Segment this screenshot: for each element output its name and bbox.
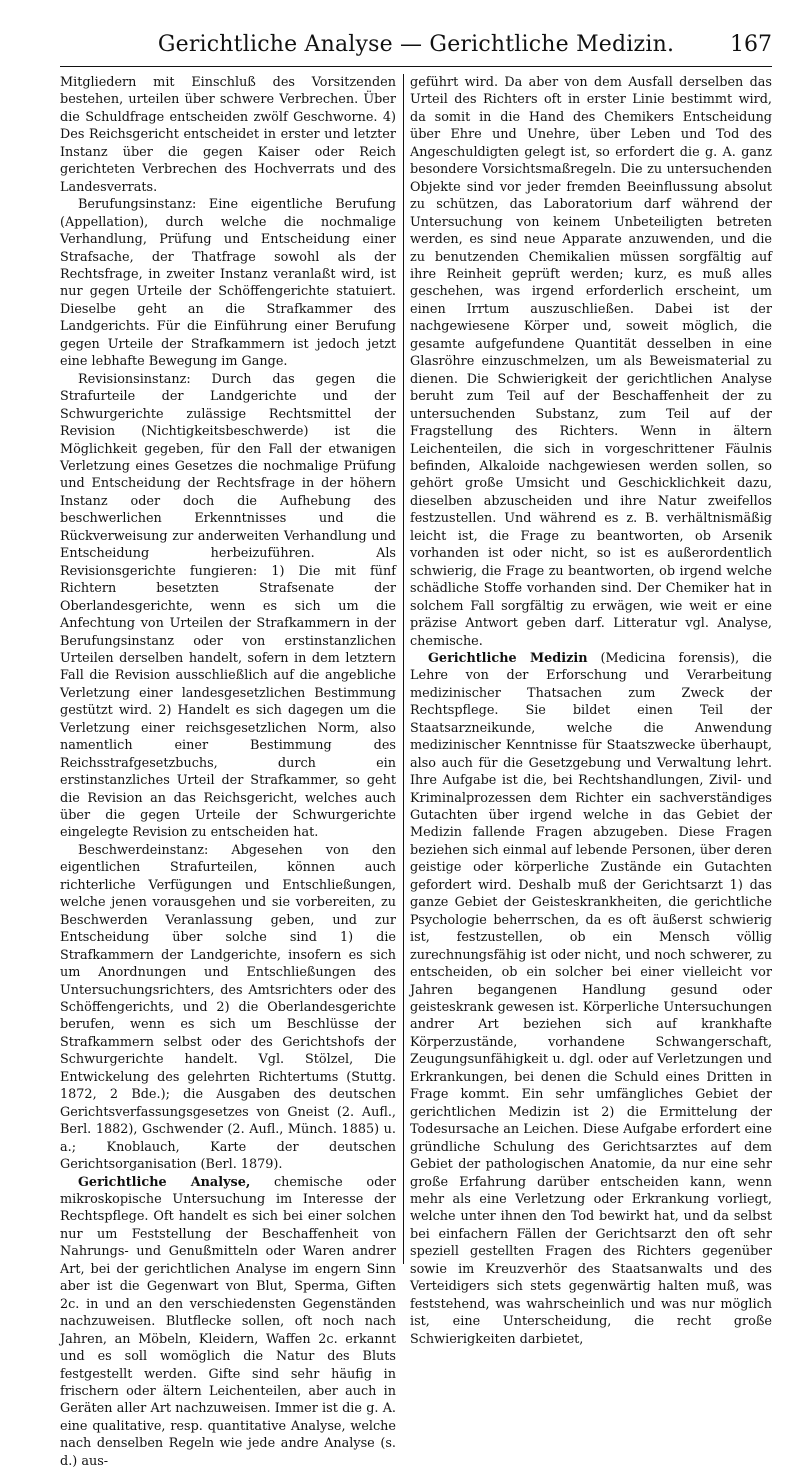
running-title: Gerichtliche Analyse — Gerichtliche Medizin. [157,32,675,57]
entry-body: chemische oder mikroskopische Untersuchung im Interesse der Rechtspflege. Oft handelt es sich bei einer solchen nur um Feststellung der Beschaffenheit von Nahrungs- und Genußmitteln oder Waren andrer Art, bei der gerichtlichen Analyse im engern Sinn aber ist die Gegenwart von Blut, Sperma, Giften 2c. in und an den verschiedensten Gegenständen nachzuweisen. Blutflecke sollen, oft noch nach Jahren, an Möbeln, Kleidern, Waffen 2c. erkannt und es soll womöglich die Natur des Bluts festgestellt werden. Gifte sind sehr häufig in frischern oder ältern Leichenteilen, aber auch in Geräten aller Art nachzuweisen. Immer ist die g. A. eine qualitative, resp. quantitative Analyse, welche nach denselben Regeln wie jede andre Analyse (s. d.) aus- [60,1174,396,1469]
paragraph-continued: Mitgliedern mit Einschluß des Vorsitzenden bestehen, urteilen über schwere Verbrechen. Über die Schuldfrage entscheiden zwölf Geschworne. 4) Des Reichsgericht entscheidet in erster und letzter Instanz über die gegen Kaiser oder Reich gerichteten Verbrechen des Hochverrats und des Landesverrats. [60,75,396,195]
paragraph-berufungsinstanz: Berufungsinstanz: Eine eigentliche Berufung (Appellation), durch welche die nochmalige Verhandlung, Prüfung und Entscheidung einer Strafsache, der Thatfrage sowohl als der Rechtsfrage, in zweiter Instanz veranlaßt wird, ist nur gegen Urteile der Schöffengerichte statuiert. Dieselbe geht an die Strafkammer des Landgerichts. Für die Einführung einer Berufung gegen Urteile der Strafkammern ist jedoch jetzt eine lebhafte Bewegung im Gange. [60,197,396,370]
paragraph-revisionsinstanz: Revisionsinstanz: Durch das gegen die Strafurteile der Landgerichte und der Schwurgerichte zulässige Rechtsmittel der Revision (Nichtigkeitsbeschwerde) ist die Möglichkeit gegeben, für den Fall der etwanigen Verletzung eines Gesetzes die nochmalige Prüfung und Entscheidung der Rechtsfrage in der höhern Instanz oder doch die Aufhebung des beschwerlichen Erkenntnisses und die Rückverweisung zur anderweiten Verhandlung und Entscheidung herbeizuführen. Als Revisionsgerichte fungieren: 1) Die mit fünf Richtern besetzten Strafsenate der Oberlandesgerichte, wenn es sich um die Anfechtung von Urteilen der Strafkammern in der Berufungsinstanz oder von erstinstanzlichen Urteilen derselben handelt, sofern in dem letztern Fall die Revision ausschließlich auf die angebliche Verletzung einer landesgesetzlichen Bestimmung gestützt wird. 2) Handelt es sich dagegen um die Verletzung einer reichsgesetzlichen Norm, also namentlich einer Bestimmung des Reichsstrafgesetzbuchs, durch ein erstinstanzliches Urteil der Strafkammer, so geht die Revision an das Reichsgericht, welches auch über die gegen Urteile der Schwurgerichte eingelegte Revision zu entscheiden hat. [60,371,396,841]
entry-gerichtliche-analyse [60,1174,396,1470]
entry-headword: Gerichtliche Medizin [428,650,588,666]
entry-headword: Gerichtliche Analyse, [78,1174,251,1190]
paragraph-continued: geführt wird. Da aber von dem Ausfall derselben das Urteil des Richters oft in erster Linie bestimmt wird, da somit in die Hand des Chemikers Entscheidung über Ehre und Unehre, über Leben und Tod des Angeschuldigten gelegt ist, so erfordert die g. A. ganz besondere Vorsichtsmaßregeln. Die zu untersuchenden Objekte sind vor jeder fremden Beeinflussung absolut zu schützen, das Laboratorium darf während der Untersuchung von keinem Unbeteiligten betreten werden, es sind neue Apparate anzuwenden, und die zu benutzenden Chemikalien müssen sorgfältig auf ihre Reinheit geprüft werden; kurz, es muß alles geschehen, was irgend erforderlich erscheint, um einen Irrtum auszuschließen. Dabei ist der nachgewiesene Körper und, soweit möglich, die gesamte aufgefundene Quantität desselben in eine Glasröhre einzuschmelzen, um als Beweismaterial zu dienen. Die Schwierigkeit der gerichtlichen Analyse beruht zum Teil auf der Beschaffenheit der zu untersuchenden Substanz, zum Teil auf der Fragstellung des Richters. Wenn in ältern Leichenteilen, die sich in vorgeschrittener Fäulnis befinden, Alkaloide nachgewiesen werden sollen, so gehört große Umsicht und Geschicklichkeit dazu, dieselben abzuscheiden und ihre Natur zweifellos festzustellen. Und während es z. B. verhältnismäßig leicht ist, die Frage zu beantworten, ob Arsenik vorhanden ist oder nicht, so ist es außerordentlich schwierig, die Frage zu beantworten, ob irgend welche schädliche Stoffe vorhanden sind. Der Chemiker hat in solchem Fall sorgfältig zu erwägen, wie weit er eine präzise Antwort geben darf. Litteratur vgl. Analyse, chemische. [410,75,772,649]
entry-body: (Medicina forensis), die Lehre von der Erforschung und Verarbeitung medizinischer Thatsachen zum Zweck der Rechtspflege. Sie bildet einen Teil der Staatsarzneikunde, welche die Anwendung medizinischer Kenntnisse für Staatszwecke überhaupt, also auch für die Gesetzgebung und Verwaltung lehrt. Ihre Aufgabe ist die, bei Rechtshandlungen, Zivil- und Kriminalprozessen dem Richter ein sachverständiges Gutachten über irgend welche in das Gebiet der Medizin fallende Fragen abzugeben. Diese Fragen beziehen sich einmal auf lebende Personen, über deren geistige oder körperliche Zustände ein Gutachten gefordert wird. Deshalb muß der Gerichtsarzt 1) das ganze Gebiet der Geisteskrankheiten, die gerichtliche Psychologie beherrschen, da es oft äußerst schwierig ist, festzustellen, ob ein Mensch völlig zurechnungsfähig ist oder nicht, und noch schwerer, zu entscheiden, ob ein solcher bei einer vielleicht vor Jahren begangenen Handlung gesund oder geisteskrank gewesen ist. Körperliche Untersuchungen andrer Art beziehen sich auf krankhafte Körperzustände, vorhandene Schwangerschaft, Zeugungsunfähigkeit u. dgl. oder auf Verletzungen und Erkrankungen, bei denen die Schuld eines Dritten in Frage kommt. Ein sehr umfängliches Gebiet der gerichtlichen Medizin ist 2) die Ermittelung der Todesursache an Leichen. Diese Aufgabe erfordert eine gründliche Schulung des Gerichtsarztes auf dem Gebiet der pathologischen Anatomie, da nur eine sehr große Erfahrung darüber entscheiden kann, wenn mehr als eine Verletzung oder Erkrankung vorliegt, welche unter ihnen den Tod bewirkt hat, und da selbst bei einfachern Fällen der Gerichtsarzt den oft sehr speziell gestellten Fragen des Richters gegenüber sowie im Kreuzverhör des Staatsanwalts und des Verteidigers sich stets gegenwärtig halten muß, was feststehend, was wahrscheinlich und was nur möglich ist, eine Unterscheidung, die recht große Schwierigkeiten darbietet, [410,650,772,1347]
right-column [410,74,772,1347]
column-divider [403,74,404,1264]
entry-gerichtliche-medizin [410,650,772,1348]
page-number: 167 [730,32,772,57]
running-header [60,30,772,67]
left-column [60,74,396,1469]
paragraph-beschwerdeinstanz: Beschwerdeinstanz: Abgesehen von den eigentlichen Strafurteilen, können auch richterliche Verfügungen und Entschließungen, welche jenen vorausgehen und sie vorbereiten, zu Beschwerden Veranlassung geben, und zur Entscheidung über solche sind 1) die Strafkammern der Landgerichte, insofern es sich um Anordnungen und Entschließungen des Untersuchungsrichters, des Amtsrichters oder des Schöffengerichts, und 2) die Oberlandesgerichte berufen, wenn es sich um Beschlüsse der Strafkammern selbst oder des Gerichtshofs der Schwurgerichte handelt. Vgl. Stölzel, Die Entwickelung des gelehrten Richtertums (Stuttg. 1872, 2 Bde.); die Ausgaben des deutschen Gerichtsverfassungsgesetzes von Gneist (2. Aufl., Berl. 1882), Gschwender (2. Aufl., Münch. 1885) u. a.; Knoblauch, Karte der deutschen Gerichtsorganisation (Berl. 1879). [60,842,396,1173]
